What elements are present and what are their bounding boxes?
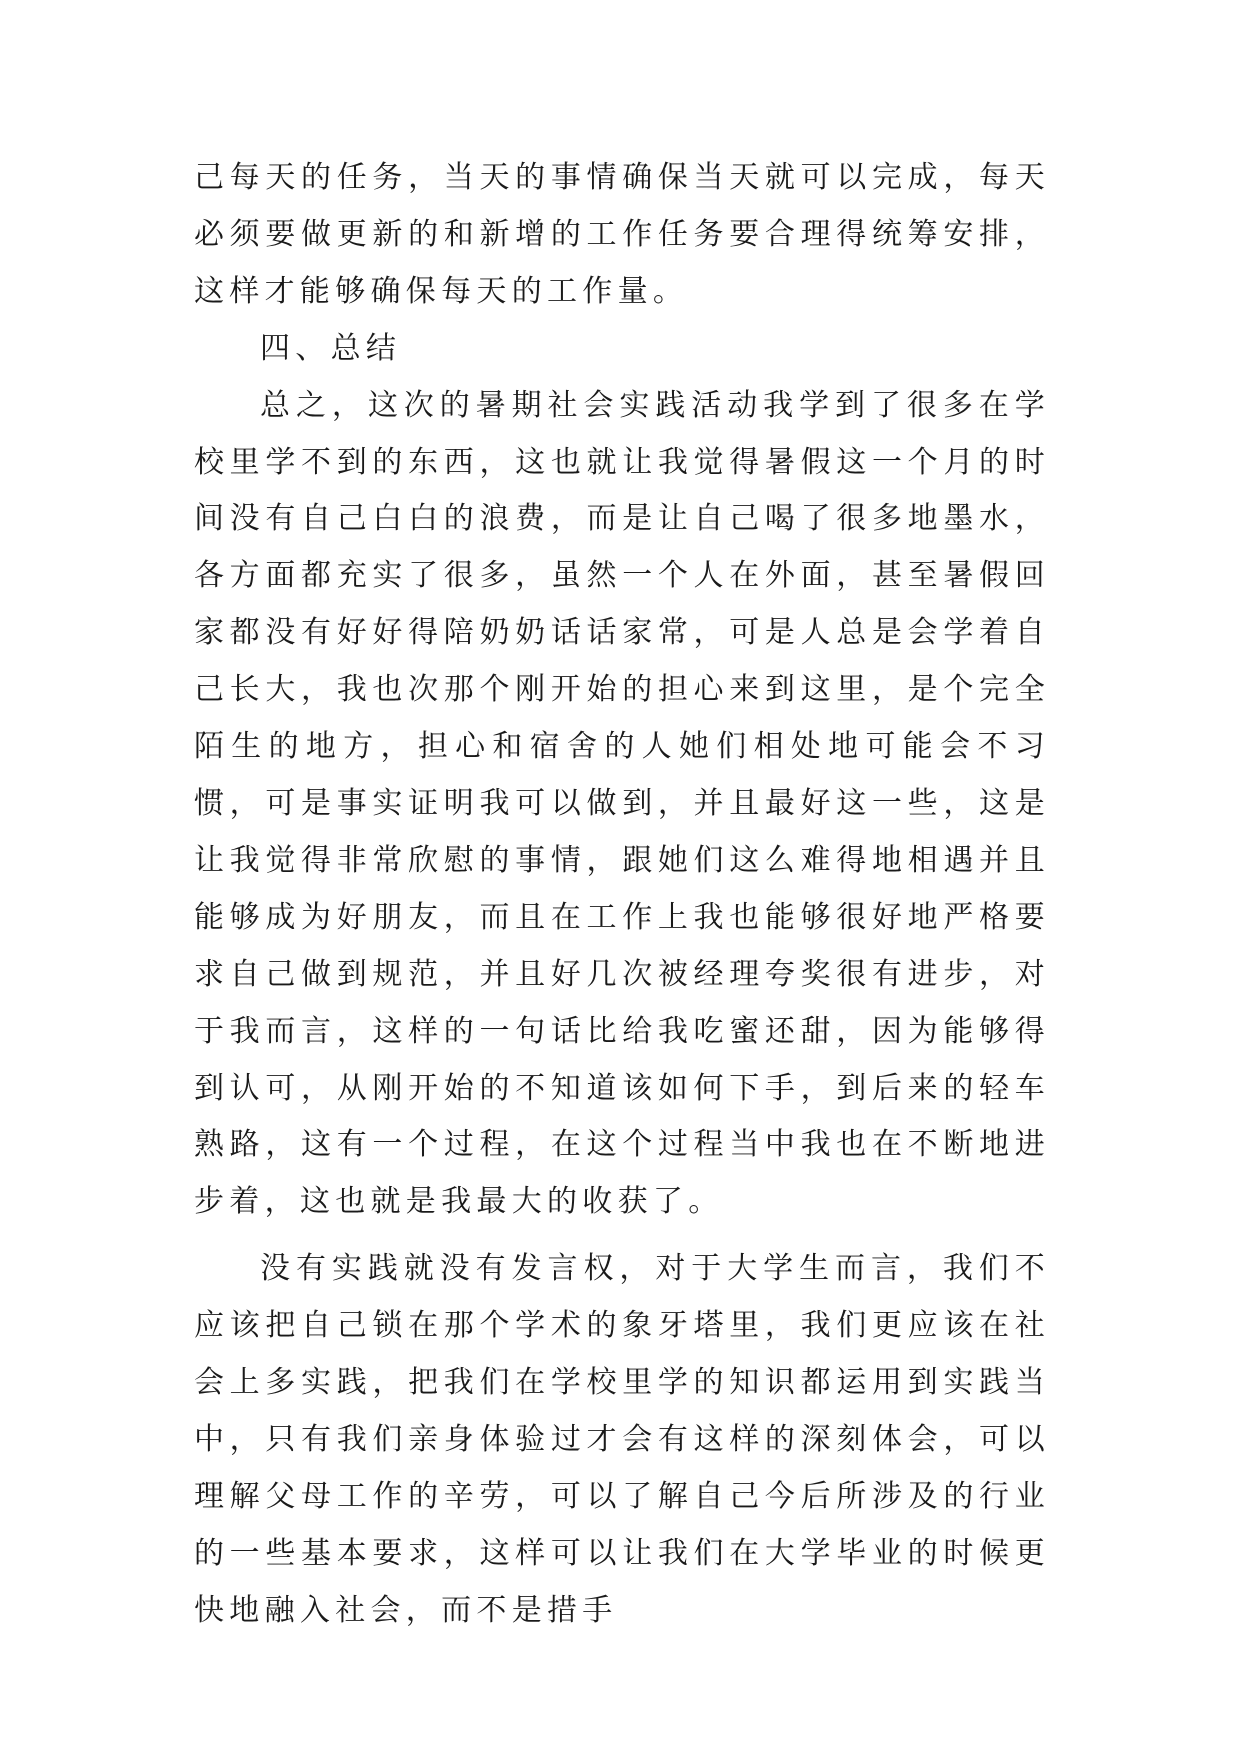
section-heading-summary: 四、总结 [260, 330, 402, 366]
paragraph-summary: 总之，这次的暑期社会实践活动我学到了很多在学校里学不到的东西，这也就让我觉得暑假这一个月的时间没有自己白白的浪费，而是让自己喝了很多地墨水，各方面都充实了很多，虽然一个人在外面，甚至暑假回家都没有好好得陪奶奶话话家常，可是人总是会学着自己长大，我也次那个刚开始的担心来到这里，是个完全陌生的地方，担心和宿舍的人她们相处地可能会不习惯，可是事实证明我可以做到，并且最好这一些，这是让我觉得非常欣慰的事情，跟她们这么难得地相遇并且能够成为好朋友，而且在工作上我也能够很好地严格要求自己做到规范，并且好几次被经理夸奖很有进步，对于我而言，这样的一句话比给我吃蜜还甜，因为能够得到认可，从刚开始的不知道该如何下手，到后来的轻车熟路，这有一个过程，在这个过程当中我也在不断地进步着，这也就是我最大的收获了。 [194, 387, 1050, 1220]
document-body [194, 150, 1050, 1640]
paragraph-practice: 没有实践就没有发言权，对于大学生而言，我们不应该把自己锁在那个学术的象牙塔里，我们更应该在社会上多实践，把我们在学校里学的知识都运用到实践当中，只有我们亲身体验过才会有这样的深刻体会，可以理解父母工作的辛劳，可以了解自己今后所涉及的行业的一些基本要求，这样可以让我们在大学毕业的时候更快地融入社会，而不是措手 [194, 1251, 1050, 1628]
paragraph-continuation: 己每天的任务，当天的事情确保当天就可以完成，每天必须要做更新的和新增的工作任务要合理得统筹安排，这样才能够确保每天的工作量。 [194, 160, 1050, 309]
